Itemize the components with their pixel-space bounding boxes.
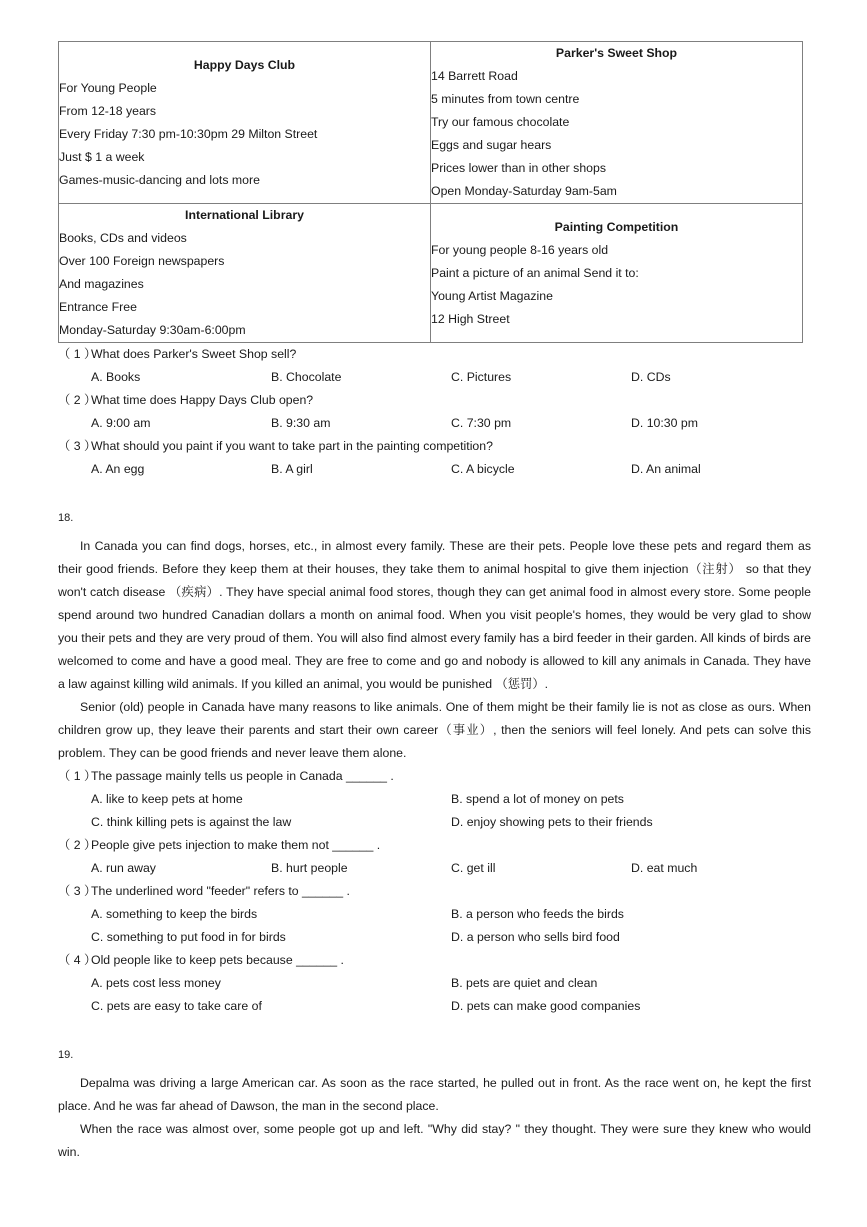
- option-d: D. enjoy showing pets to their friends: [451, 815, 653, 829]
- notice-line: Every Friday 7:30 pm-10:30pm 29 Milton Street: [59, 126, 318, 141]
- section-number-19: 19.: [58, 1049, 74, 1061]
- option-a: A. 9:00 am: [91, 416, 151, 430]
- option-d: D. a person who sells bird food: [451, 930, 620, 944]
- question-text: People give pets injection to make them not ______ .: [91, 838, 381, 852]
- option-row: [58, 366, 811, 389]
- option-d: D. An animal: [631, 462, 701, 476]
- option-row: [58, 857, 811, 880]
- notice-line: Paint a picture of an animal Send it to:: [431, 265, 639, 280]
- option-d: D. pets can make good companies: [451, 999, 641, 1013]
- notice-line: Just $ 1 a week: [59, 149, 145, 164]
- notice-library: [59, 204, 431, 343]
- question-text: The underlined word "feeder" refers to ______ .: [91, 884, 350, 898]
- notice-line: 5 minutes from town centre: [431, 92, 580, 106]
- option-a: A. run away: [91, 861, 156, 875]
- option-b: B. spend a lot of money on pets: [451, 792, 624, 806]
- option-c: C. think killing pets is against the law: [91, 815, 292, 829]
- section-number-18: 18.: [58, 512, 74, 524]
- option-b: B. 9:30 am: [271, 416, 331, 430]
- question-number: （ 2 ）: [58, 838, 97, 852]
- option-c: C. get ill: [451, 861, 496, 875]
- option-row: [58, 926, 811, 949]
- question-number: （ 3 ）: [58, 884, 97, 898]
- question-18-1: [58, 765, 811, 834]
- notice-line: Entrance Free: [59, 300, 137, 314]
- question-18-2: [58, 834, 811, 880]
- notice-line: 12 High Street: [431, 311, 510, 326]
- question-text: What should you paint if you want to take part in the painting competition?: [91, 439, 493, 453]
- question-number: （ 1 ）: [58, 347, 97, 361]
- option-b: B. Chocolate: [271, 370, 342, 384]
- option-c: C. Pictures: [451, 370, 512, 384]
- option-b: B. hurt people: [271, 861, 348, 875]
- option-a: A. something to keep the birds: [91, 907, 258, 921]
- passage-paragraph: In Canada you can find dogs, horses, etc., in almost every family. These are their pets. People love these pets and regard them as their good friends. Before they keep them at their houses, they take them to animal hospital to give them injection（注射） so that they won't catch disease （疾病）. They have special animal food stores, though they can get animal food in almost every store. Some people spend around two hundred Canadian dollars a month on animal food. When you visit people's homes, they would be very glad to show you their pets and they are very proud of them. You will also find almost every family has a bird feeder in their garden. All kinds of birds are welcomed to come and have a good meal. They are free to come and go and nobody is allowed to kill any animals in Canada. They have a law against killing wild animals. If you killed an animal, you would be punished （惩罚）.: [58, 539, 811, 691]
- notice-happy-days: [59, 42, 431, 204]
- notice-line: Over 100 Foreign newspapers: [59, 254, 225, 268]
- option-c: C. pets are easy to take care of: [91, 999, 262, 1013]
- question-number: （ 3 ）: [58, 439, 97, 453]
- option-b: B. pets are quiet and clean: [451, 976, 598, 990]
- option-b: B. A girl: [271, 462, 313, 476]
- question-17-1: [58, 343, 811, 389]
- worksheet-page: [58, 41, 811, 1164]
- notice-painting: [431, 204, 803, 343]
- notice-line: Eggs and sugar hears: [431, 138, 552, 152]
- question-text: What does Parker's Sweet Shop sell?: [91, 347, 297, 361]
- question-text: The passage mainly tells us people in Canada ______ .: [91, 769, 394, 783]
- option-a: A. like to keep pets at home: [91, 792, 243, 806]
- option-row: [58, 811, 811, 834]
- notice-line: From 12-18 years: [59, 103, 157, 118]
- question-number: （ 1 ）: [58, 769, 97, 783]
- option-d: D. 10:30 pm: [631, 416, 698, 430]
- option-a: A. An egg: [91, 462, 145, 476]
- notice-title: International Library: [185, 208, 304, 222]
- notice-line: Monday-Saturday 9:30am-6:00pm: [59, 323, 246, 337]
- option-row: [58, 995, 811, 1018]
- notice-title: Painting Competition: [554, 219, 679, 234]
- notice-title: Parker's Sweet Shop: [555, 46, 678, 60]
- option-row: [58, 412, 811, 435]
- notice-line: Try our famous chocolate: [431, 115, 570, 129]
- question-17-3: [58, 435, 811, 481]
- option-row: [58, 903, 811, 926]
- passage-paragraph: Depalma was driving a large American car. As soon as the race started, he pulled out in front. As the race went on, he kept the first place. And he was far ahead of Dawson, the man in the second place.: [58, 1076, 811, 1113]
- option-c: C. 7:30 pm: [451, 416, 512, 430]
- option-b: B. a person who feeds the birds: [451, 907, 624, 921]
- option-row: [58, 788, 811, 811]
- question-number: （ 2 ）: [58, 393, 97, 407]
- notice-line: Books, CDs and videos: [59, 231, 187, 245]
- option-a: A. Books: [91, 370, 141, 384]
- passage-paragraph: When the race was almost over, some people got up and left. "Why did stay? " they thought. They were sure they knew who would win.: [58, 1122, 811, 1159]
- option-a: A. pets cost less money: [91, 976, 221, 990]
- question-text: Old people like to keep pets because ______ .: [91, 953, 344, 967]
- notice-parkers: [431, 42, 803, 204]
- option-d: D. eat much: [631, 861, 698, 875]
- notice-line: Open Monday-Saturday 9am-5am: [431, 184, 617, 198]
- question-text: What time does Happy Days Club open?: [91, 393, 314, 407]
- question-18-4: [58, 949, 811, 1018]
- option-d: D. CDs: [631, 370, 671, 384]
- notices-table: [58, 41, 803, 343]
- notice-line: 14 Barrett Road: [431, 69, 518, 83]
- notice-line: For Young People: [59, 80, 157, 95]
- question-17-2: [58, 389, 811, 435]
- question-number: （ 4 ）: [58, 953, 97, 967]
- notice-title: Happy Days Club: [193, 57, 296, 72]
- option-c: C. A bicycle: [451, 462, 515, 476]
- notice-line: And magazines: [59, 277, 144, 291]
- notice-line: Young Artist Magazine: [431, 288, 553, 303]
- question-18-3: [58, 880, 811, 949]
- notice-line: Prices lower than in other shops: [431, 161, 606, 175]
- option-row: [58, 458, 811, 481]
- passage-paragraph: Senior (old) people in Canada have many reasons to like animals. One of them might be their family lie is not as close as ours. When children grow up, they leave their parents and start their own career（事业）, then the seniors will feel lonely. And pets can solve this problem. They can be good friends and never leave them alone.: [58, 700, 811, 760]
- notice-line: For young people 8-16 years old: [431, 242, 609, 257]
- option-row: [58, 972, 811, 995]
- option-c: C. something to put food in for birds: [91, 930, 286, 944]
- notice-line: Games-music-dancing and lots more: [59, 172, 260, 187]
